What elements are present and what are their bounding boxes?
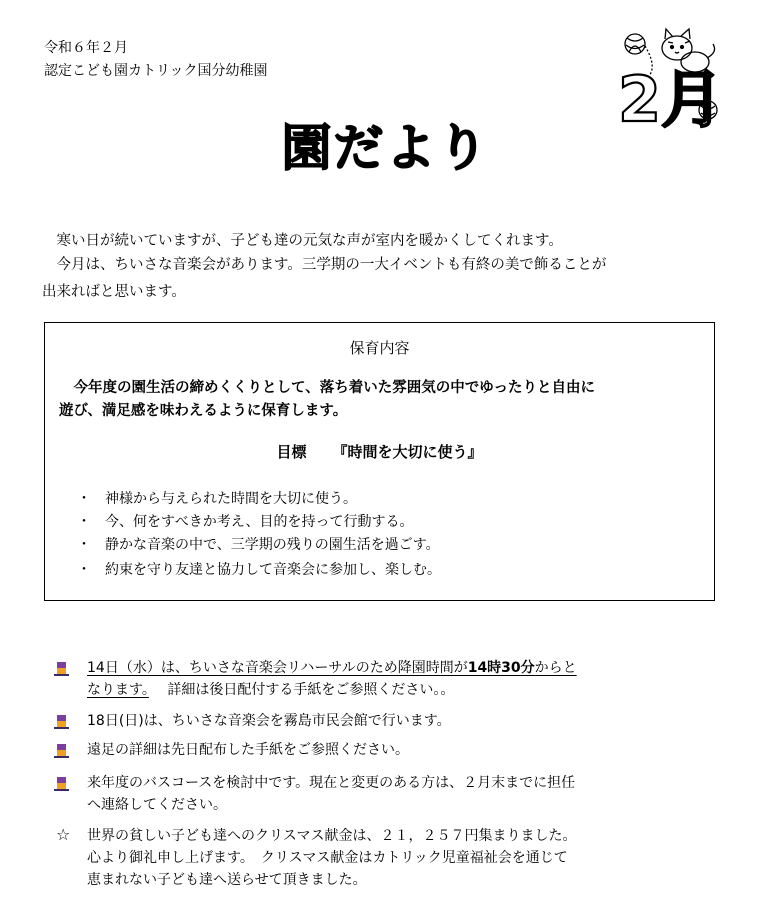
- arrow-down-bullet-icon: [53, 776, 73, 794]
- rehearsal-line-2b: 詳細は後日配付する手紙をご参照ください。。: [167, 682, 455, 698]
- announcement-rehearsal-line-1: [87, 660, 577, 676]
- announcement-concert: 18日(日)は、ちいさな音楽会を霧島市民会館で行います。: [87, 713, 451, 729]
- school-name: 認定こども園カトリック国分幼稚園: [44, 63, 268, 79]
- rehearsal-line-2: なります。: [87, 682, 149, 698]
- goal-item: ・ 約束を守り友達と協力して音楽会に参加し、楽しむ。: [77, 562, 441, 578]
- box-paragraph-line-2: 遊び、満足感を味わえるように保育します。: [59, 403, 348, 419]
- rehearsal-text-2: からと: [534, 660, 577, 676]
- announcement-excursion: 遠足の詳細は先日配布した手紙をご参照ください。: [87, 742, 409, 758]
- star-icon: ☆: [56, 825, 71, 844]
- bus-course-line-1: 来年度のバスコースを検討中です。現在と変更のある方は、２月末までに担任: [87, 775, 576, 791]
- goal-label: 目標: [276, 443, 307, 461]
- arrow-down-bullet-icon: [53, 743, 73, 761]
- rehearsal-text-1: 14日（水）は、ちいさな音楽会リハーサルのため降園時間が: [87, 660, 468, 676]
- donation-line-1: 世界の貧しい子ども達へのクリスマス献金は、２１，２５７円集まりました。: [87, 828, 577, 844]
- goal-item: ・ 静かな音楽の中で、三学期の残りの園生活を過ごす。: [77, 537, 440, 553]
- box-heading: 保育内容: [349, 339, 410, 357]
- donation-line-2: 心より御礼申し上げます。 クリスマス献金はカトリック児童福祉会を通じて: [87, 850, 568, 866]
- announcement-christmas-donation: [87, 825, 727, 891]
- childcare-content-box: [44, 322, 715, 601]
- goal-line: [45, 441, 714, 462]
- goal-item-text: 約束を守り友達と協力して音楽会に参加し、楽しむ。: [105, 562, 441, 578]
- announcement-rehearsal: [87, 657, 727, 701]
- page-title: 園だより: [281, 119, 490, 177]
- announcement-bus-course: [87, 772, 727, 816]
- intro-line-2: [42, 253, 732, 277]
- arrow-down-bullet-icon: [53, 714, 73, 732]
- goal-item: ・ 今、何をすべきか考え、目的を持って行動する。: [77, 514, 414, 530]
- issue-date: 令和６年２月: [44, 40, 128, 56]
- donation-line-3: 恵まれない子ども達へ送らせて頂きました。: [87, 872, 367, 888]
- intro-line-1: [42, 229, 732, 253]
- goal-item-text: 今、何をすべきか考え、目的を持って行動する。: [105, 514, 414, 530]
- box-paragraph-line-1-text: 今年度の園生活の締めくくりとして、落ち着いた雰囲気の中でゆったりと自由に: [73, 380, 596, 396]
- arrow-down-bullet-icon: [53, 661, 73, 679]
- intro-line-1-text: 寒い日が続いていますが、子ども達の元気な声が室内を暖かくしてくれます。: [56, 233, 563, 249]
- goal-item-text: 静かな音楽の中で、三学期の残りの園生活を過ごす。: [105, 537, 440, 553]
- rehearsal-time: 14時30分: [467, 660, 535, 676]
- box-paragraph-line-1: [59, 377, 709, 400]
- goal-item: ・ 神様から与えられた時間を大切に使う。: [77, 491, 357, 507]
- intro-line-2-text: 今月は、ちいさな音楽会があります。三学期の一大イベントも有終の美で飾ることが: [56, 257, 607, 273]
- bus-course-line-2: へ連絡してください。: [87, 797, 227, 813]
- goal-text: 『時間を大切に使う』: [332, 443, 483, 461]
- badge-text: 2月: [618, 63, 723, 132]
- intro-line-3: 出来ればと思います。: [42, 284, 186, 300]
- goal-item-text: 神様から与えられた時間を大切に使う。: [105, 491, 357, 507]
